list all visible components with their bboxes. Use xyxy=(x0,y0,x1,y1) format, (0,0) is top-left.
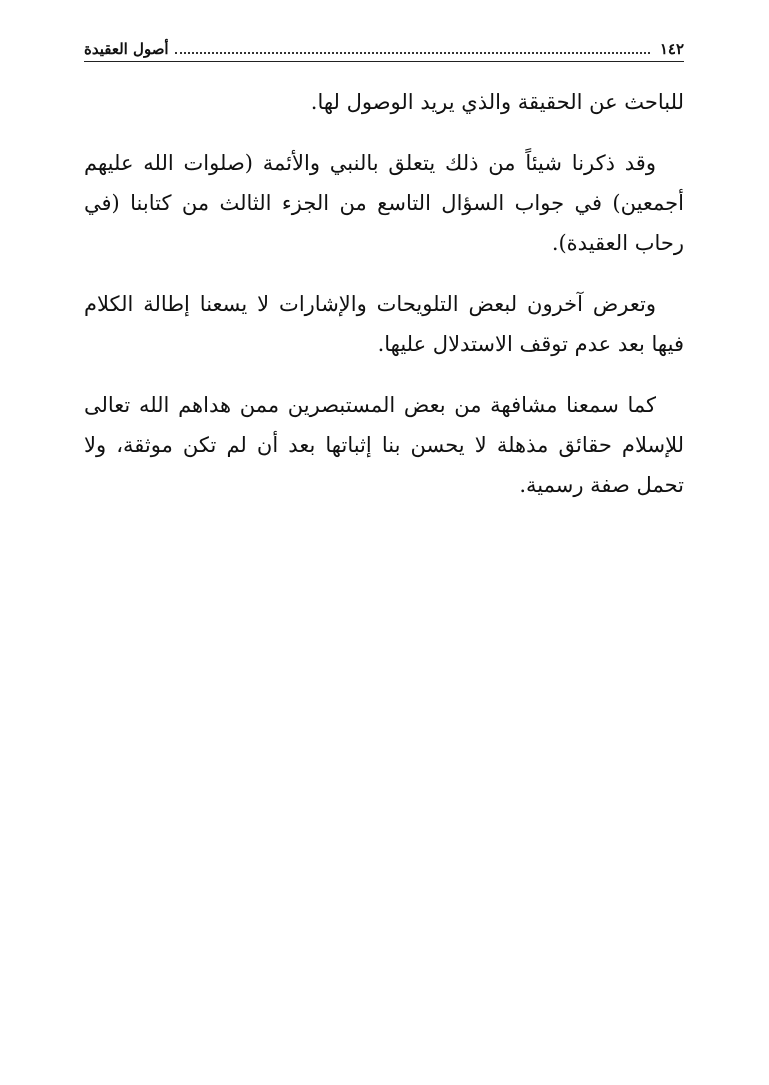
paragraph: وقد ذكرنا شيئاً من ذلك يتعلق بالنبي والأئمة (صلوات الله عليهم أجمعين) في جواب السؤال التاسع من الجزء الثالث من كتابنا (في رحاب العقيدة). xyxy=(84,151,684,255)
book-title: أصول العقيدة xyxy=(84,40,169,58)
body-text xyxy=(84,82,684,526)
page-number: ١٤٢ xyxy=(659,40,684,58)
paragraph: وتعرض آخرون لبعض التلويحات والإشارات لا يسعنا إطالة الكلام فيها بعد عدم توقف الاستدلال عليها. xyxy=(84,292,684,356)
paragraph: للباحث عن الحقيقة والذي يريد الوصول لها. xyxy=(310,90,684,114)
running-header xyxy=(84,36,684,58)
paragraph: كما سمعنا مشافهة من بعض المستبصرين ممن هداهم الله تعالى للإسلام حقائق مذهلة لا يحسن بنا إثباتها بعد أن لم تكن موثقة، ولا تحمل صفة رسمية. xyxy=(84,393,684,497)
header-rule xyxy=(84,61,684,62)
dotted-leader xyxy=(175,52,650,54)
